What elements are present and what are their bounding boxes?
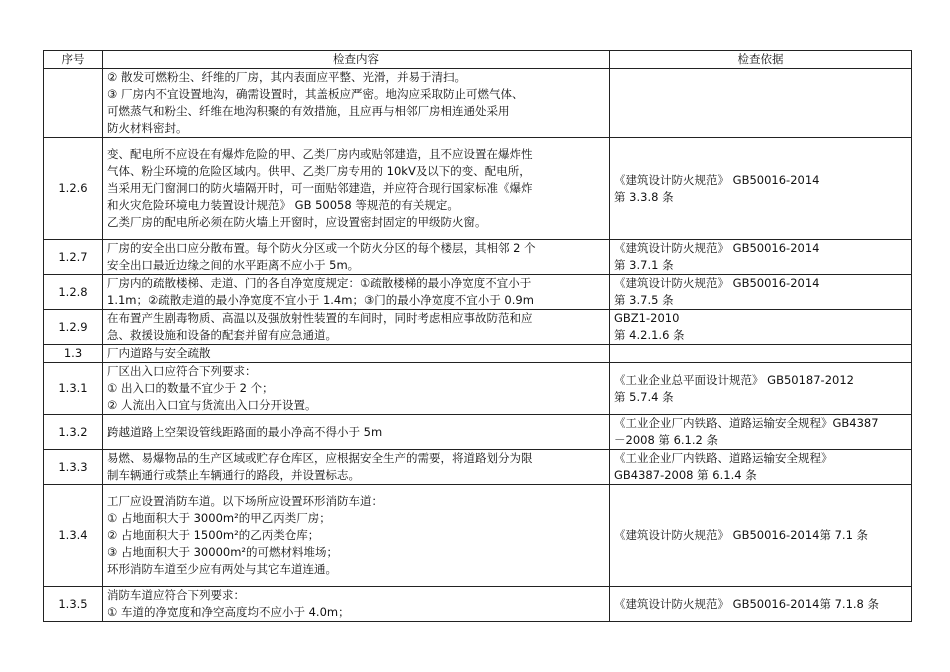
content-line: ② 占地面积大于 1500m²的乙丙类仓库； xyxy=(107,528,320,542)
row-content xyxy=(103,415,610,450)
content-line: 厂区出入口应符合下列要求： xyxy=(107,364,257,378)
row-number: 1.3 xyxy=(44,345,103,363)
basis-line: 《建筑设计防火规范》 GB50016-2014 xyxy=(614,241,820,255)
content-line: 跨越道路上空架设管线距路面的最小净高不得小于 5m xyxy=(107,424,383,439)
content-line: 变、配电所不应设在有爆炸危险的甲、乙类厂房内或贴邻建造，且不应设置在爆炸性 xyxy=(107,147,533,161)
row-basis xyxy=(610,450,912,485)
row-content xyxy=(103,587,610,622)
basis-line: GBZ1-2010 xyxy=(614,311,680,325)
basis-line: 第 4.2.1.6 条 xyxy=(614,328,685,342)
content-line: 和火灾危险环境电力装置设计规范》 GB 50058 等规范的有关规定。 xyxy=(107,198,459,212)
basis-line: 《工业企业厂内铁路、道路运输安全规程》GB4387 xyxy=(614,416,879,430)
basis-line: 《建筑设计防火规范》 GB50016-2014 xyxy=(614,276,820,290)
content-line: ② 人流出入口宜与货流出入口分开设置。 xyxy=(107,398,317,412)
content-line: ③ 占地面积大于 30000m²的可燃材料堆场； xyxy=(107,545,339,559)
content-line: ① 车道的净宽度和净空高度均不应小于 4.0m； xyxy=(107,605,350,619)
content-line: 厂房内的疏散楼梯、走道、门的各自净宽度规定：①疏散楼梯的最小净宽度不宜小于 xyxy=(107,276,532,290)
content-line: 工厂应设置消防车道。以下场所应设置环形消防车道： xyxy=(107,494,383,508)
basis-line: 《建筑设计防火规范》 GB50016-2014 xyxy=(614,172,820,187)
row-number: 1.2.7 xyxy=(44,240,103,275)
table-row xyxy=(44,415,912,450)
content-line: 厂房的安全出口应分散布置。每个防火分区或一个防火分区的每个楼层，其相邻 2 个 xyxy=(107,241,536,255)
row-basis xyxy=(610,587,912,622)
content-line: 气体、粉尘环境的危险区域内。供甲、乙类厂房专用的 10kV及以下的变、配电所， xyxy=(107,164,531,178)
row-basis xyxy=(610,138,912,240)
content-line: 厂内道路与安全疏散 xyxy=(107,346,211,360)
row-basis xyxy=(610,485,912,587)
content-line: ① 出入口的数量不宜少于 2 个； xyxy=(107,381,274,395)
basis-line: 第 3.7.5 条 xyxy=(614,293,674,307)
content-line: 制车辆通行或禁止车辆通行的路段，并设置标志。 xyxy=(107,468,360,482)
basis-line: 《工业企业总平面设计规范》 GB50187-2012 xyxy=(614,372,854,387)
content-line: 急、救援设施和设备的配套并留有应急通道。 xyxy=(107,328,337,342)
content-line: 环形消防车道至少应有两处与其它车道连通。 xyxy=(107,562,337,576)
table-row xyxy=(44,345,912,363)
row-basis xyxy=(610,310,912,345)
table-row xyxy=(44,138,912,240)
row-content xyxy=(103,69,610,138)
table-row xyxy=(44,69,912,138)
row-content xyxy=(103,363,610,415)
content-line: 在布置产生剧毒物质、高温以及强放射性装置的车间时，同时考虑相应事故防范和应 xyxy=(107,311,533,325)
header-number: 序号 xyxy=(44,51,103,69)
table-row xyxy=(44,587,912,622)
table-row xyxy=(44,363,912,415)
row-number: 1.3.4 xyxy=(44,485,103,587)
row-number: 1.3.3 xyxy=(44,450,103,485)
basis-line: 《建筑设计防火规范》 GB50016-2014第 7.1 条 xyxy=(614,528,869,542)
row-basis xyxy=(610,415,912,450)
row-number: 1.2.6 xyxy=(44,138,103,240)
row-content xyxy=(103,345,610,363)
content-line: ① 占地面积大于 3000m²的甲乙丙类厂房； xyxy=(107,511,331,525)
content-line: 防火材料密封。 xyxy=(107,121,188,135)
row-basis xyxy=(610,240,912,275)
header-basis: 检查依据 xyxy=(610,51,912,69)
row-basis xyxy=(610,363,912,415)
basis-line: GB4387-2008 第 6.1.4 条 xyxy=(614,468,757,482)
content-line: 安全出口最近边缘之间的水平距离不应小于 5m。 xyxy=(107,258,360,272)
table-row xyxy=(44,450,912,485)
content-line: 当采用无门窗洞口的防火墙隔开时，可一面贴邻建造，并应符合现行国家标准《爆炸 xyxy=(107,181,533,195)
row-content xyxy=(103,240,610,275)
row-basis xyxy=(610,69,912,138)
content-line: 易燃、易爆物品的生产区域或贮存仓库区，应根据安全生产的需要，将道路划分为限 xyxy=(107,451,533,465)
content-line: 1.1m；②疏散走道的最小净宽度不宜小于 1.4m；③门的最小净宽度不宜小于 0.9m xyxy=(107,293,534,307)
header-content: 检查内容 xyxy=(103,51,610,69)
inspection-table xyxy=(43,50,912,622)
row-number xyxy=(44,69,103,138)
row-number: 1.2.9 xyxy=(44,310,103,345)
table-row xyxy=(44,310,912,345)
content-line: 乙类厂房的配电所必须在防火墙上开窗时，应设置密封固定的甲级防火窗。 xyxy=(107,215,487,229)
row-number: 1.3.2 xyxy=(44,415,103,450)
content-line: ② 散发可燃粉尘、纤维的厂房，其内表面应平整、光滑，并易于清扫。 xyxy=(107,70,466,84)
basis-line: －2008 第 6.1.2 条 xyxy=(614,433,718,447)
basis-line: 《建筑设计防火规范》 GB50016-2014第 7.1.8 条 xyxy=(614,596,880,611)
table-row xyxy=(44,240,912,275)
row-content xyxy=(103,275,610,310)
content-line: 可燃蒸气和粉尘、纤维在地沟积聚的有效措施，且应再与相邻厂房相连通处采用 xyxy=(107,104,510,118)
content-line: 消防车道应符合下列要求： xyxy=(107,588,245,602)
row-number: 1.3.1 xyxy=(44,363,103,415)
row-content xyxy=(103,138,610,240)
table-row xyxy=(44,485,912,587)
row-content xyxy=(103,310,610,345)
basis-line: 第 3.7.1 条 xyxy=(614,258,674,272)
row-basis xyxy=(610,345,912,363)
header-row xyxy=(44,51,912,69)
row-basis xyxy=(610,275,912,310)
row-content xyxy=(103,485,610,587)
table-row xyxy=(44,275,912,310)
row-number: 1.2.8 xyxy=(44,275,103,310)
basis-line: 《工业企业厂内铁路、道路运输安全规程》 xyxy=(614,451,833,465)
row-content xyxy=(103,450,610,485)
row-number: 1.3.5 xyxy=(44,587,103,622)
basis-line: 第 5.7.4 条 xyxy=(614,389,674,404)
basis-line: 第 3.3.8 条 xyxy=(614,189,674,204)
content-line: ③ 厂房内不宜设置地沟，确需设置时，其盖板应严密。地沟应采取防止可燃气体、 xyxy=(107,87,524,101)
